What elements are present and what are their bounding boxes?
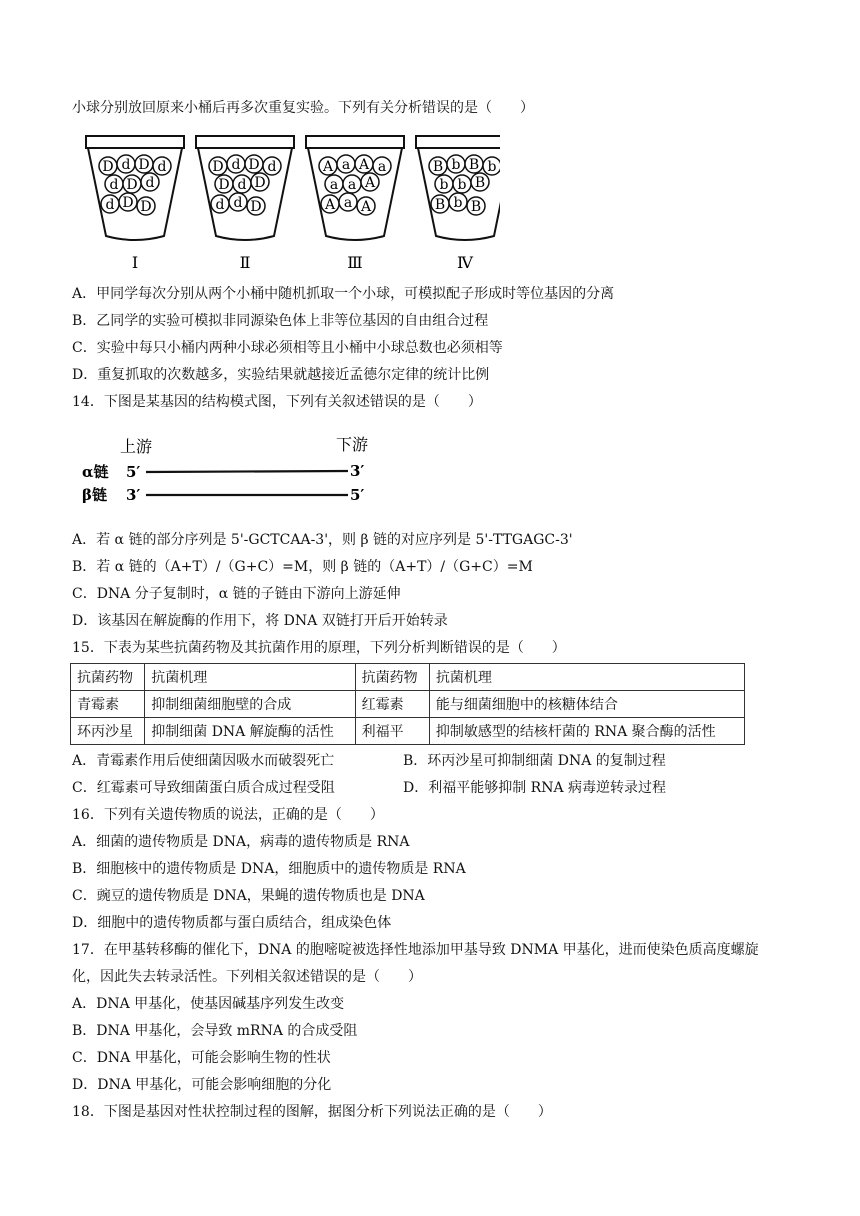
table-row (71, 691, 745, 718)
ball-label: d (231, 157, 241, 173)
ball-label: D (138, 157, 150, 173)
table-cell: 环丙沙星 (71, 718, 145, 745)
ball-label: a (343, 195, 353, 211)
bucket-rim (306, 136, 404, 148)
ball-label: A (364, 175, 376, 191)
q15-stem: 15．下表为某些抗菌药物及其抗菌作用的原理，下列分析判断错误的是（ ） (72, 640, 566, 656)
q14-option-a: A．若 α 链的部分序列是 5'-GCTCAA-3'，则 β 链的对应序列是 5'-TTGAGC-3' (72, 532, 573, 548)
ball-label: d (157, 159, 167, 175)
bucket-rim (416, 136, 500, 148)
downstream-label: 下游 (336, 435, 369, 454)
q16-option-d: D．细胞中的遗传物质都与蛋白质结合，组成染色体 (72, 915, 392, 931)
ball-label: a (377, 159, 387, 175)
ball-label: d (105, 197, 115, 213)
q16-stem: 16．下列有关遗传物质的说法，正确的是（ ） (72, 807, 384, 823)
ball-label: a (329, 177, 339, 193)
table-cell: 抑制敏感型的结核杆菌的 RNA 聚合酶的活性 (429, 718, 744, 745)
table-cell: 利福平 (355, 718, 429, 745)
question-13-stem-tail: 小球分别放回原来小桶后再多次重复实验。下列有关分析错误的是（ ） (72, 100, 534, 116)
ball-label: b (451, 157, 461, 173)
ball-label: A (324, 197, 336, 213)
ball-label: A (360, 199, 372, 215)
antibiotic-table (70, 663, 745, 745)
ball-label: D (122, 195, 134, 211)
table-cell: 能与细菌细胞中的核糖体结合 (429, 691, 744, 718)
bucket (86, 136, 184, 272)
ball-label: D (250, 199, 262, 215)
ball-label: b (453, 195, 463, 211)
q16-option-a: A．细菌的遗传物质是 DNA，病毒的遗传物质是 RNA (72, 834, 410, 850)
ball-label: d (121, 157, 131, 173)
buckets-figure (80, 128, 500, 273)
ball-label: d (233, 195, 243, 211)
table-cell: 红霉素 (355, 691, 429, 718)
table-header-cell: 抗菌药物 (71, 664, 145, 691)
gene-structure-diagram (80, 428, 390, 518)
upstream-label: 上游 (120, 437, 153, 456)
bucket-label: Ⅲ (347, 253, 363, 272)
q15-option-c: C．红霉素可导致细菌蛋白质合成过程受阻 (72, 780, 335, 796)
q17-option-a: A．DNA 甲基化，使基因碱基序列发生改变 (72, 996, 345, 1012)
ball-label: D (248, 157, 260, 173)
ball-label: B (432, 159, 444, 175)
ball-label: B (468, 157, 480, 173)
q17-stem-line1: 17．在甲基转移酶的催化下，DNA 的胞嘧啶被选择性地添加甲基导致 DNMA 甲基化，进而使染色质高度螺旋 (72, 942, 759, 958)
q17-option-b: B．DNA 甲基化，会导致 mRNA 的合成受阻 (72, 1023, 358, 1039)
bucket (306, 136, 404, 272)
alpha-right-end: 3′ (350, 462, 365, 480)
table-header-cell: 抗菌药物 (355, 664, 429, 691)
ball-label: b (457, 177, 467, 193)
bucket-label: Ⅳ (457, 253, 473, 272)
ball-label: b (439, 177, 449, 193)
ball-label: a (341, 157, 351, 173)
bucket (416, 136, 500, 272)
q13-option-a: A．甲同学每次分别从两个小桶中随机抓取一个小球，可模拟配子形成时等位基因的分离 (72, 286, 615, 302)
alpha-left-end: 5′ (126, 463, 141, 481)
q16-option-c: C．豌豆的遗传物质是 DNA，果蝇的遗传物质也是 DNA (72, 888, 425, 904)
q16-option-b: B．细胞核中的遗传物质是 DNA，细胞质中的遗传物质是 RNA (72, 861, 466, 877)
table-cell: 抑制细菌细胞壁的合成 (145, 691, 355, 718)
beta-chain-label: β链 (82, 486, 107, 504)
q14-option-b: B．若 α 链的（A+T）/（G+C）=M，则 β 链的（A+T）/（G+C）=M (72, 559, 533, 575)
table-cell: 抑制细菌 DNA 解旋酶的活性 (145, 718, 355, 745)
table-cell: 青霉素 (71, 691, 145, 718)
ball-label: D (126, 177, 138, 193)
ball-label: A (322, 159, 334, 175)
ball-label: D (218, 177, 230, 193)
q17-option-c: C．DNA 甲基化，可能会影响生物的性状 (72, 1050, 331, 1066)
ball-label: B (474, 175, 486, 191)
bucket (196, 136, 294, 272)
q15-option-b: B．环丙沙星可抑制细菌 DNA 的复制过程 (403, 753, 666, 769)
table-header-cell: 抗菌机理 (429, 664, 744, 691)
ball-label: D (140, 199, 152, 215)
ball-label: d (109, 177, 119, 193)
q15-option-d: D．利福平能够抑制 RNA 病毒逆转录过程 (403, 780, 667, 796)
ball-label: d (267, 159, 277, 175)
q13-option-c: C．实验中每只小桶内两种小球必须相等且小桶中小球总数也必须相等 (72, 340, 503, 356)
beta-right-end: 5′ (350, 486, 365, 504)
bucket-rim (86, 136, 184, 148)
q18-stem: 18．下图是基因对性状控制过程的图解，据图分析下列说法正确的是（ ） (72, 1104, 552, 1120)
ball-label: a (347, 177, 357, 193)
q14-option-c: C．DNA 分子复制时，α 链的子链由下游向上游延伸 (72, 586, 401, 602)
q17-option-d: D．DNA 甲基化，可能会影响细胞的分化 (72, 1077, 332, 1093)
q15-option-a: A．青霉素作用后使细菌因吸水而破裂死亡 (72, 753, 335, 769)
q17-stem-line2: 化，因此失去转录活性。下列相关叙述错误的是（ ） (72, 969, 422, 985)
alpha-chain-label: α链 (82, 463, 109, 481)
ball-label: d (145, 175, 155, 191)
ball-label: d (237, 177, 247, 193)
table-row (71, 718, 745, 745)
alpha-strand (146, 471, 348, 472)
ball-label: D (212, 159, 224, 175)
q14-option-d: D．该基因在解旋酶的作用下，将 DNA 双链打开后开始转录 (72, 613, 448, 629)
table-header-row (71, 664, 745, 691)
ball-label: B (434, 197, 446, 213)
bucket-label: Ⅱ (239, 253, 251, 272)
ball-label: A (358, 157, 370, 173)
table-header-cell: 抗菌机理 (145, 664, 355, 691)
ball-label: B (470, 199, 482, 215)
q13-option-d: D．重复抓取的次数越多，实验结果就越接近孟德尔定律的统计比例 (72, 367, 490, 383)
q14-stem: 14．下图是某基因的结构模式图，下列有关叙述错误的是（ ） (72, 394, 482, 410)
ball-label: D (254, 175, 266, 191)
ball-label: D (102, 159, 114, 175)
bucket-label: Ⅰ (131, 253, 139, 272)
beta-left-end: 3′ (126, 486, 141, 504)
ball-label: d (215, 197, 225, 213)
bucket-rim (196, 136, 294, 148)
q13-option-b: B．乙同学的实验可模拟非同源染色体上非等位基因的自由组合过程 (72, 313, 489, 329)
ball-label: b (487, 159, 497, 175)
